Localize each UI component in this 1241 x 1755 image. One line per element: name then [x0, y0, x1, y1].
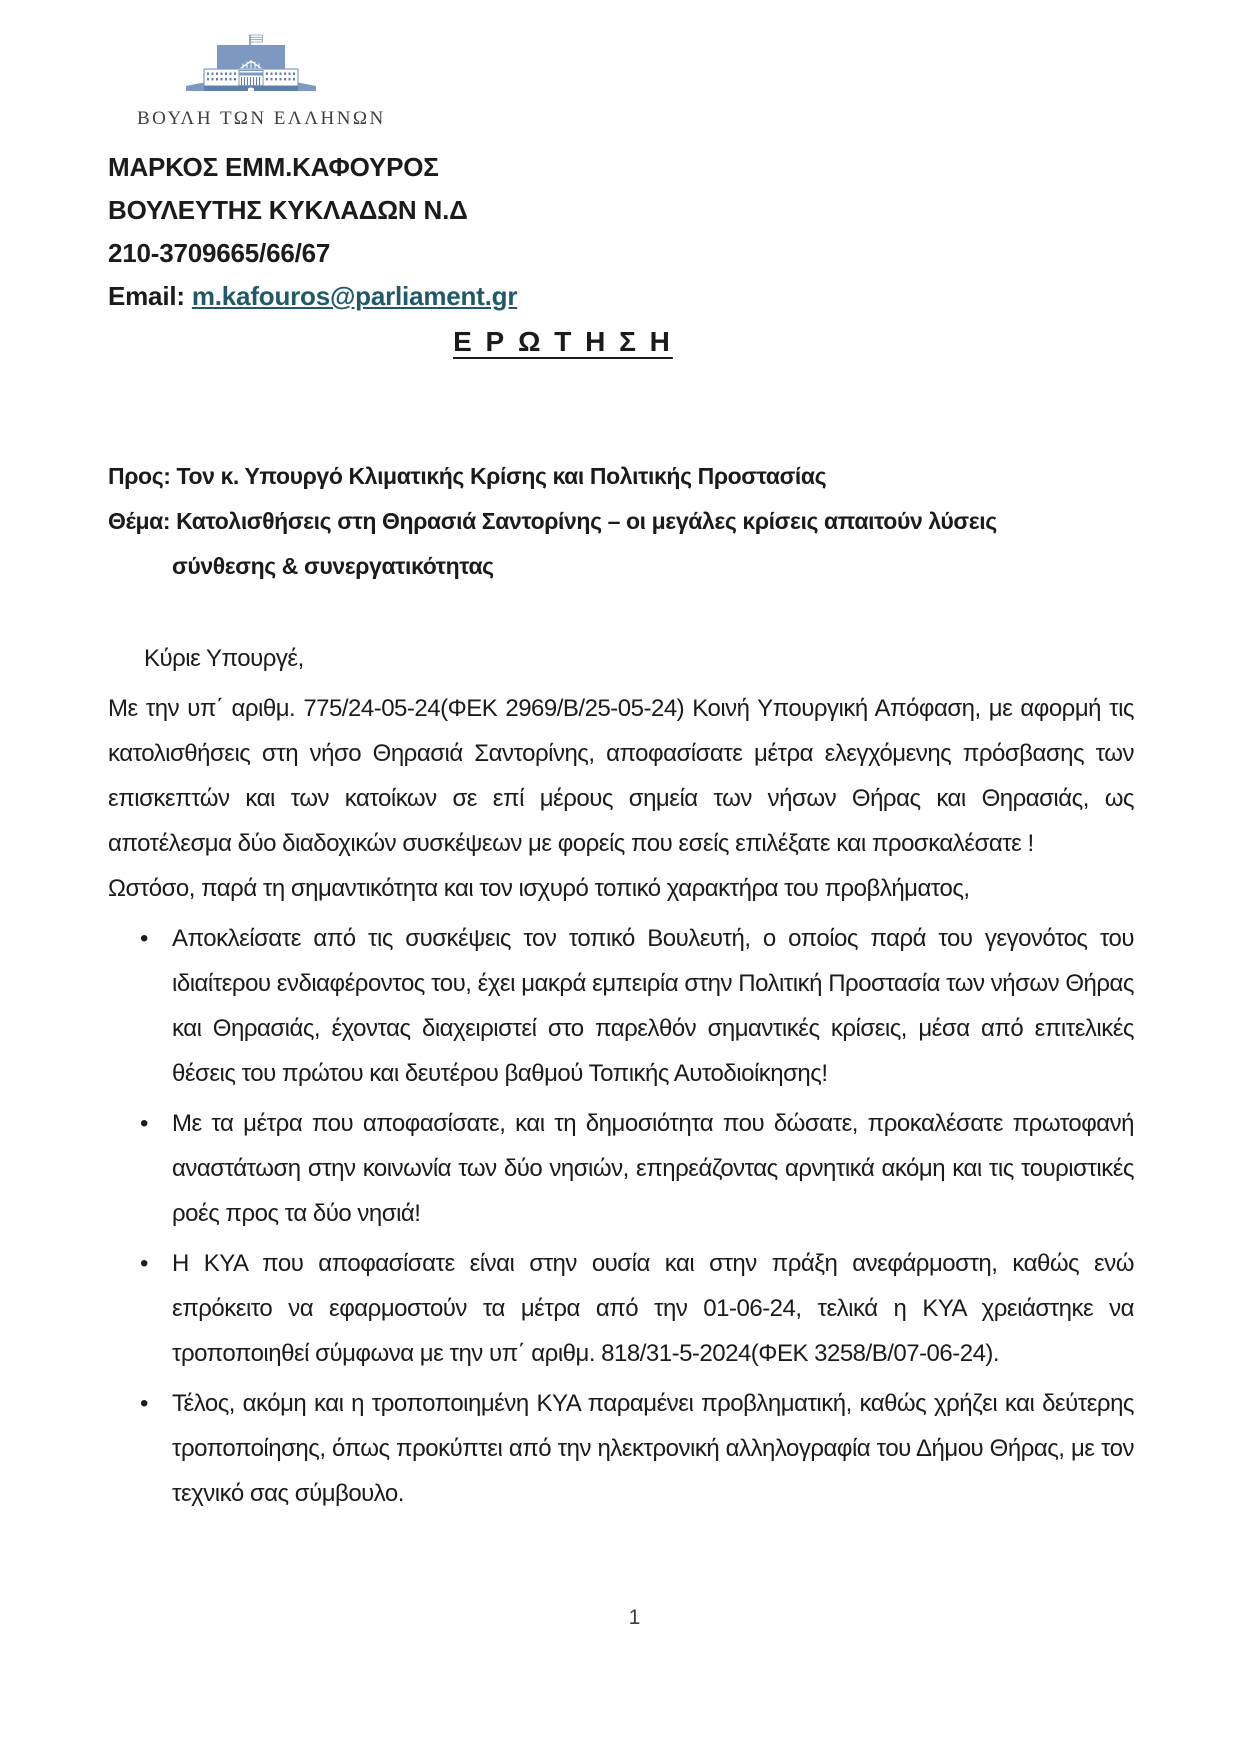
- letter-body: [108, 636, 1134, 1516]
- email-link[interactable]: m.kafouros@parliament.gr: [191, 281, 518, 311]
- parliament-building-icon: [184, 34, 318, 104]
- mp-email-line: [108, 275, 517, 318]
- contact-header: [108, 146, 517, 318]
- recipient-line: Προς: Τον κ. Υπουργό Κλιματικής Κρίσης και Πολιτικής Προστασίας: [108, 463, 827, 489]
- recipient-subject-block: [108, 454, 1138, 589]
- parliament-logo-caption: ΒΟΥΛΗ ΤΩΝ ΕΛΛΗΝΩΝ: [137, 108, 386, 129]
- subject-line-2: σύνθεσης & συνεργατικότητας: [172, 553, 494, 579]
- intro-paragraph: Με την υπ΄ αριθμ. 775/24-05-24(ΦΕΚ 2969/Β/25-05-24) Κοινή Υπουργική Απόφαση, με αφορμή τις κατολισθήσεις στη νήσο Θηρασιά Σαντορίνης, αποφασίσατε μέτρα ελεγχόμενης πρόσβασης των επισκεπτών και των κατοίκων σε επί μέρους σημεία των νήσων Θήρας και Θηρασιάς, ως αποτέλεσμα δύο διαδοχικών συσκέψεων με φορείς που εσείς επιλέξατε και προσκαλέσατε !: [108, 695, 1134, 857]
- transition-paragraph: Ωστόσο, παρά τη σημαντικότητα και τον ισχυρό τοπικό χαρακτήρα του προβλήματος,: [108, 875, 970, 902]
- mp-role: ΒΟΥΛΕΥΤΗΣ ΚΥΚΛΑΔΩΝ Ν.Δ: [108, 195, 468, 225]
- mp-phone: 210-3709665/66/67: [108, 238, 331, 268]
- subject-line-1: Θέμα: Κατολισθήσεις στη Θηρασιά Σαντορίνης – οι μεγάλες κρίσεις απαιτούν λύσεις: [108, 508, 997, 534]
- page-number: 1: [628, 1606, 641, 1629]
- parliament-logo-block: [137, 34, 386, 130]
- document-title: [108, 326, 1134, 358]
- salutation: Κύριε Υπουργέ,: [144, 645, 304, 672]
- bullet-item: • Αποκλείσατε από τις συσκέψεις τον τοπικό Βουλευτή, ο οποίος παρά του γεγονότος του ιδιαίτερου ενδιαφέροντος του, έχει μακρά εμπειρία στην Πολιτική Προστασία των νήσων Θήρας και Θηρασιάς, έχοντας διαχειριστεί στο παρελθόν σημαντικές κρίσεις, μέσα από επιτελικές θέσεις του πρώτου και δευτέρου βαθμού Τοπικής Αυτοδιοίκησης!: [108, 916, 1134, 1096]
- bullet-item: • Με τα μέτρα που αποφασίσατε, και τη δημοσιότητα που δώσατε, προκαλέσατε πρωτοφανή αναστάτωση στην κοινωνία των δύο νησιών, επηρεάζοντας αρνητικά ακόμη και τις τουριστικές ροές προς τα δύο νησιά!: [108, 1101, 1134, 1236]
- bullet-item: • Τέλος, ακόμη και η τροποποιημένη ΚΥΑ παραμένει προβληματική, καθώς χρήζει και δεύτερης τροποποίησης, όπως προκύπτει από την ηλεκτρονική αλληλογραφία του Δήμου Θήρας, με τον τεχνικό σας σύμβουλο.: [108, 1381, 1134, 1516]
- mp-name: ΜΑΡΚΟΣ ΕΜΜ.ΚΑΦΟΥΡΟΣ: [108, 152, 439, 182]
- bullet-list: [108, 916, 1134, 1516]
- document-title-text: Ε Ρ Ω Τ Η Σ Η: [453, 326, 673, 357]
- email-label: Email:: [108, 281, 192, 311]
- bullet-item: • Η ΚΥΑ που αποφασίσατε είναι στην ουσία και στην πράξη ανεφάρμοστη, καθώς ενώ επρόκειτο να εφαρμοστούν τα μέτρα από την 01-06-24, τελικά η ΚΥΑ χρειάστηκε να τροποποιηθεί σύμφωνα με την υπ΄ αριθμ. 818/31-5-2024(ΦΕΚ 3258/Β/07-06-24).: [108, 1241, 1134, 1376]
